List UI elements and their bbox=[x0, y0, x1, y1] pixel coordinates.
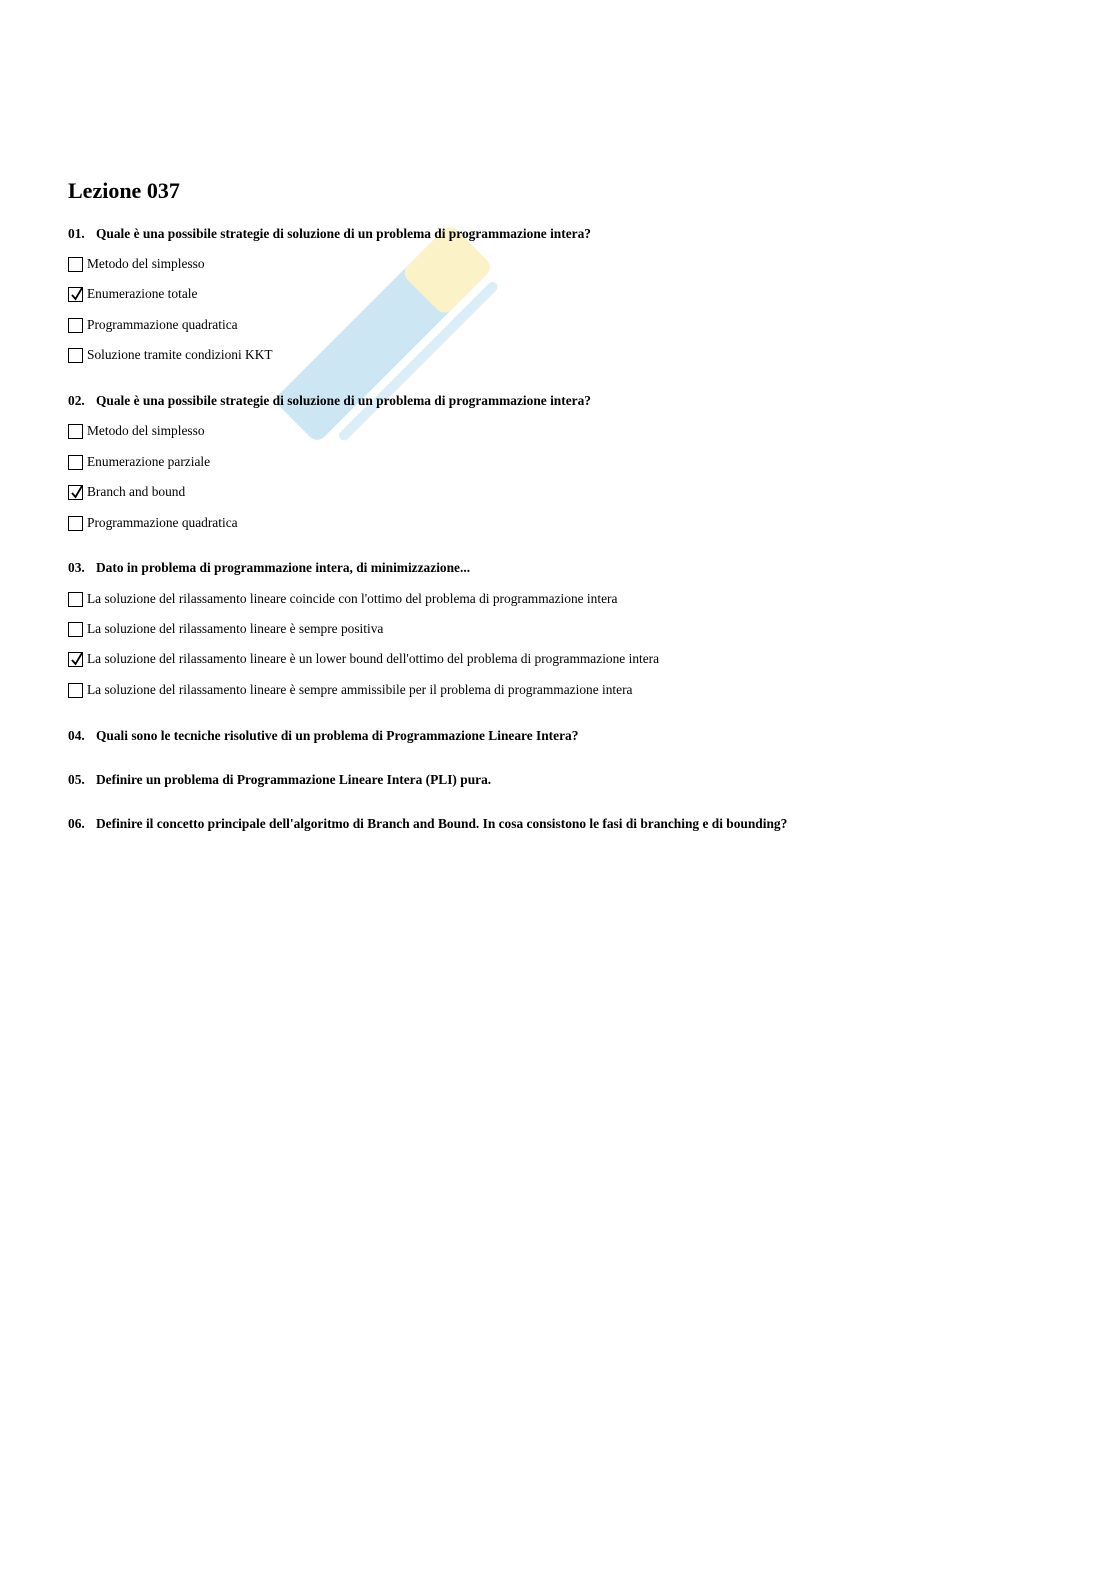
question-text: Dato in problema di programmazione intera, di minimizzazione... bbox=[96, 560, 471, 575]
answer-option[interactable] bbox=[68, 590, 617, 608]
answer-option[interactable] bbox=[68, 316, 238, 334]
question-text: Quali sono le tecniche risolutive di un problema di Programmazione Lineare Intera? bbox=[96, 728, 579, 743]
question-number: 06. bbox=[68, 816, 85, 831]
answer-option[interactable] bbox=[68, 255, 205, 273]
question-number: 02. bbox=[68, 393, 85, 408]
question-06 bbox=[68, 816, 787, 832]
question-03 bbox=[68, 560, 470, 576]
question-01 bbox=[68, 226, 591, 242]
answer-label: Programmazione quadratica bbox=[87, 317, 238, 332]
question-text: Quale è una possibile strategie di soluzione di un problema di programmazione intera? bbox=[96, 226, 591, 241]
question-04 bbox=[68, 728, 578, 744]
checkbox-unchecked[interactable] bbox=[68, 592, 83, 607]
question-number: 01. bbox=[68, 226, 85, 241]
answer-option[interactable] bbox=[68, 681, 632, 699]
answer-label: Soluzione tramite condizioni KKT bbox=[87, 347, 273, 362]
checkbox-unchecked[interactable] bbox=[68, 257, 83, 272]
question-02 bbox=[68, 393, 591, 409]
answer-label: Enumerazione totale bbox=[87, 286, 198, 301]
answer-option[interactable] bbox=[68, 650, 659, 668]
answer-label: La soluzione del rilassamento lineare è sempre positiva bbox=[87, 621, 384, 636]
answer-label: La soluzione del rilassamento lineare è un lower bound dell'ottimo del problema di programmazione intera bbox=[87, 651, 660, 666]
checkbox-checked[interactable] bbox=[68, 652, 83, 667]
checkbox-unchecked[interactable] bbox=[68, 318, 83, 333]
answer-option[interactable] bbox=[68, 285, 197, 303]
lesson-title: Lezione 037 bbox=[68, 178, 180, 203]
answer-label: Programmazione quadratica bbox=[87, 515, 238, 530]
checkbox-checked[interactable] bbox=[68, 485, 83, 500]
answer-label: La soluzione del rilassamento lineare è sempre ammissibile per il problema di programmazione intera bbox=[87, 682, 633, 697]
question-number: 03. bbox=[68, 560, 85, 575]
answer-option[interactable] bbox=[68, 514, 238, 532]
checkbox-unchecked[interactable] bbox=[68, 455, 83, 470]
question-number: 04. bbox=[68, 728, 85, 743]
checkbox-unchecked[interactable] bbox=[68, 683, 83, 698]
answer-option[interactable] bbox=[68, 483, 185, 501]
checkbox-unchecked[interactable] bbox=[68, 622, 83, 637]
question-number: 05. bbox=[68, 772, 85, 787]
answer-option[interactable] bbox=[68, 346, 273, 364]
question-text: Definire il concetto principale dell'algoritmo di Branch and Bound. In cosa consistono le fasi di branching e di bounding? bbox=[96, 816, 788, 831]
answer-option[interactable] bbox=[68, 422, 205, 440]
answer-label: Metodo del simplesso bbox=[87, 256, 205, 271]
question-text: Definire un problema di Programmazione Lineare Intera (PLI) pura. bbox=[96, 772, 492, 787]
checkbox-unchecked[interactable] bbox=[68, 424, 83, 439]
answer-option[interactable] bbox=[68, 620, 383, 638]
question-05 bbox=[68, 772, 491, 788]
checkbox-unchecked[interactable] bbox=[68, 348, 83, 363]
answer-label: Metodo del simplesso bbox=[87, 423, 205, 438]
answer-label: Enumerazione parziale bbox=[87, 454, 211, 469]
answer-option[interactable] bbox=[68, 453, 210, 471]
answer-label: Branch and bound bbox=[87, 484, 186, 499]
question-text: Quale è una possibile strategie di soluzione di un problema di programmazione intera? bbox=[96, 393, 591, 408]
answer-label: La soluzione del rilassamento lineare coincide con l'ottimo del problema di programmazione intera bbox=[87, 591, 618, 606]
checkbox-unchecked[interactable] bbox=[68, 516, 83, 531]
checkbox-checked[interactable] bbox=[68, 287, 83, 302]
